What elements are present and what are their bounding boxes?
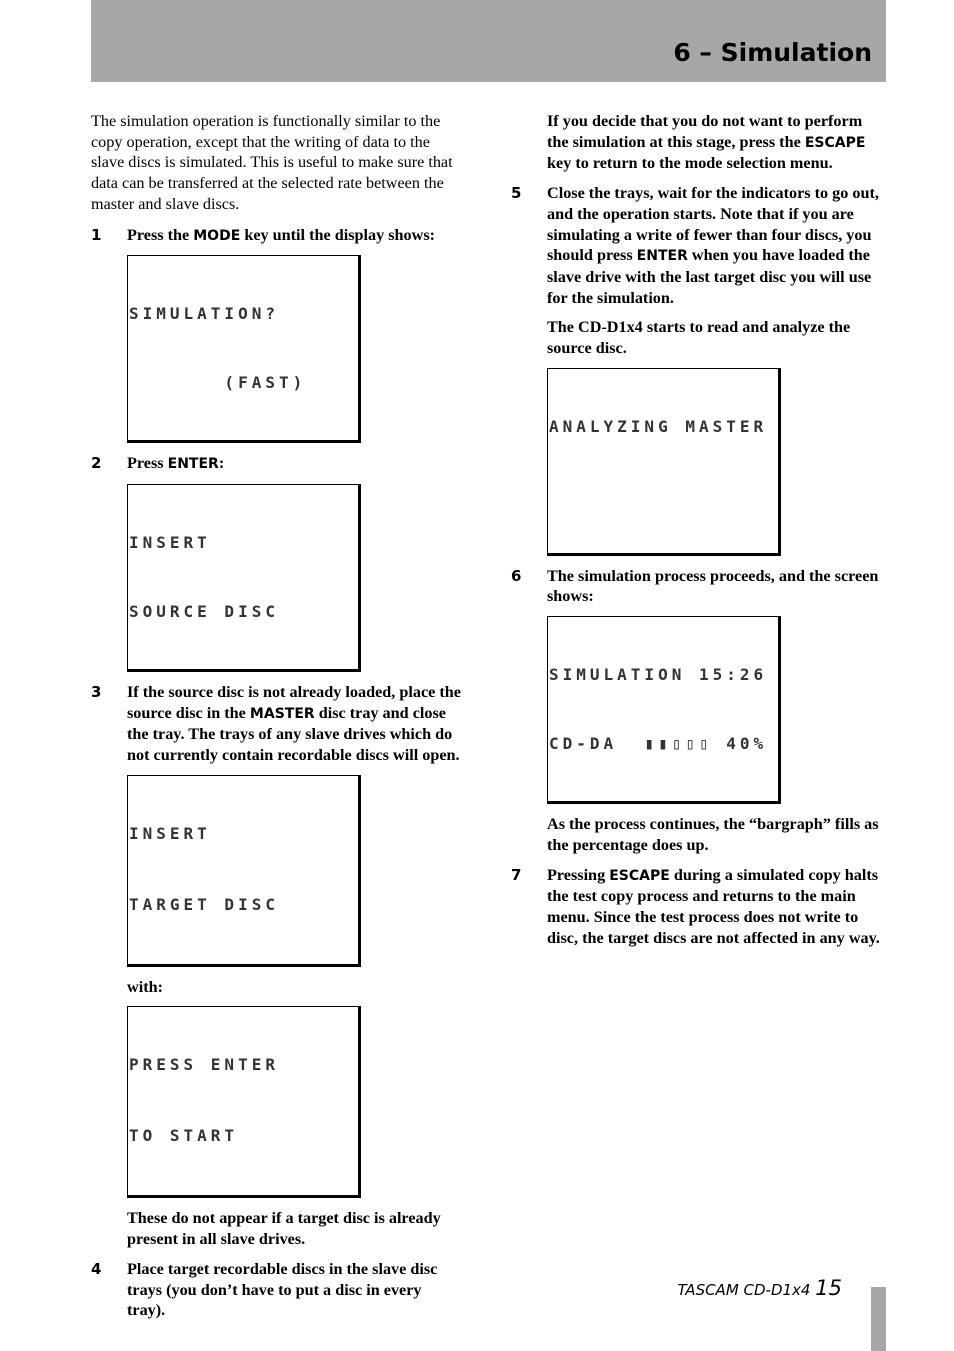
- step-3: [91, 682, 463, 1250]
- lcd-line: (FAST): [129, 373, 307, 393]
- note-text: The CD-D1x4 starts to read and analyze the source disc.: [547, 318, 851, 358]
- lcd-display: [127, 775, 361, 967]
- step-text: Pressing ESCAPE during a simulated copy halts the test copy process and returns to the main menu. Since the test process does not write to disc, the target discs are not affected in any way.: [547, 865, 880, 947]
- analyze-note: [511, 317, 886, 555]
- key-label: ESCAPE: [804, 134, 866, 151]
- lcd-line: CD-DA ▮▮▯▯▯ 40%: [549, 734, 768, 754]
- step-number: 4: [91, 1259, 102, 1278]
- lcd-line: SOURCE DISC: [129, 601, 279, 621]
- step-text: Close the trays, wait for the indicators to go out, and the operation starts. Note that if you are simulating a write of fewer than four discs, you should press ENTER when you have loaded the slave drive with the last target disc you will use for the simulation.: [547, 184, 879, 307]
- with-label: with:: [127, 977, 163, 996]
- lcd-display: [547, 616, 781, 804]
- page-number: 15: [815, 1276, 842, 1300]
- page-footer: [678, 1276, 842, 1300]
- step-text: Press the MODE key until the display shows:: [127, 225, 436, 244]
- lcd-line: SIMULATION?: [129, 304, 279, 324]
- lcd-line: [549, 484, 778, 507]
- lcd-line: PRESS ENTER: [129, 1055, 279, 1075]
- step-6: [511, 566, 886, 856]
- intro-paragraph: The simulation operation is functionally similar to the copy operation, except that the writing of data to the slave discs is simulated. This is useful to make sure that data can be transferred at the selected rate between the master and slave discs.: [91, 112, 453, 213]
- side-tab: [871, 1287, 886, 1351]
- step-1: [91, 225, 463, 444]
- page-title: 6 – Simulation: [673, 38, 872, 67]
- note-text: These do not appear if a target disc is already present in all slave drives.: [127, 1209, 441, 1249]
- key-label: ENTER: [167, 456, 219, 473]
- step-number: 6: [511, 566, 522, 585]
- lcd-display: [547, 368, 781, 556]
- step-2: [91, 453, 463, 672]
- lcd-line: INSERT: [129, 823, 211, 843]
- key-label: ENTER: [636, 248, 688, 265]
- step-text: If the source disc is not already loaded, place the source disc in the MASTER disc tray and close the tray. The trays of any slave drives which do not currently contain recordable discs will open.: [127, 682, 461, 765]
- step-text: Place target recordable discs in the slave disc trays (you don’t have to put a disc in every tray).: [127, 1259, 438, 1320]
- step-number: 2: [91, 454, 102, 473]
- lcd-line: TARGET DISC: [129, 894, 279, 914]
- key-label: MODE: [193, 227, 241, 244]
- lcd-line: ANALYZING MASTER: [549, 416, 768, 436]
- step-text: The simulation process proceeds, and the screen shows:: [547, 566, 879, 606]
- step-4: [91, 1259, 463, 1321]
- note-text: As the process continues, the “bargraph” fills as the percentage does up.: [547, 815, 879, 854]
- lcd-line: TO START: [129, 1126, 239, 1146]
- key-label: MASTER: [249, 705, 315, 722]
- note-text: If you decide that you do not want to perform the simulation at this stage, press the ESCAPE key to return to the mode selection menu.: [547, 112, 866, 173]
- step-5: [511, 183, 886, 308]
- product-name: TASCAM CD-D1x4: [677, 1281, 811, 1299]
- right-column: [511, 111, 886, 957]
- escape-note: [511, 111, 886, 174]
- lcd-display: [127, 255, 361, 443]
- step-number: 5: [511, 184, 522, 203]
- lcd-line: SIMULATION 15:26: [549, 665, 768, 685]
- step-number: 3: [91, 682, 102, 701]
- lcd-line: INSERT: [129, 532, 211, 552]
- left-column: [91, 111, 463, 1330]
- step-number: 1: [91, 225, 102, 244]
- header-bar: [91, 0, 886, 82]
- key-label: ESCAPE: [609, 867, 670, 884]
- step-number: 7: [511, 865, 522, 884]
- step-7: [511, 865, 886, 949]
- lcd-display: [127, 1006, 361, 1198]
- lcd-display: [127, 484, 361, 672]
- step-text: Press ENTER:: [127, 454, 225, 473]
